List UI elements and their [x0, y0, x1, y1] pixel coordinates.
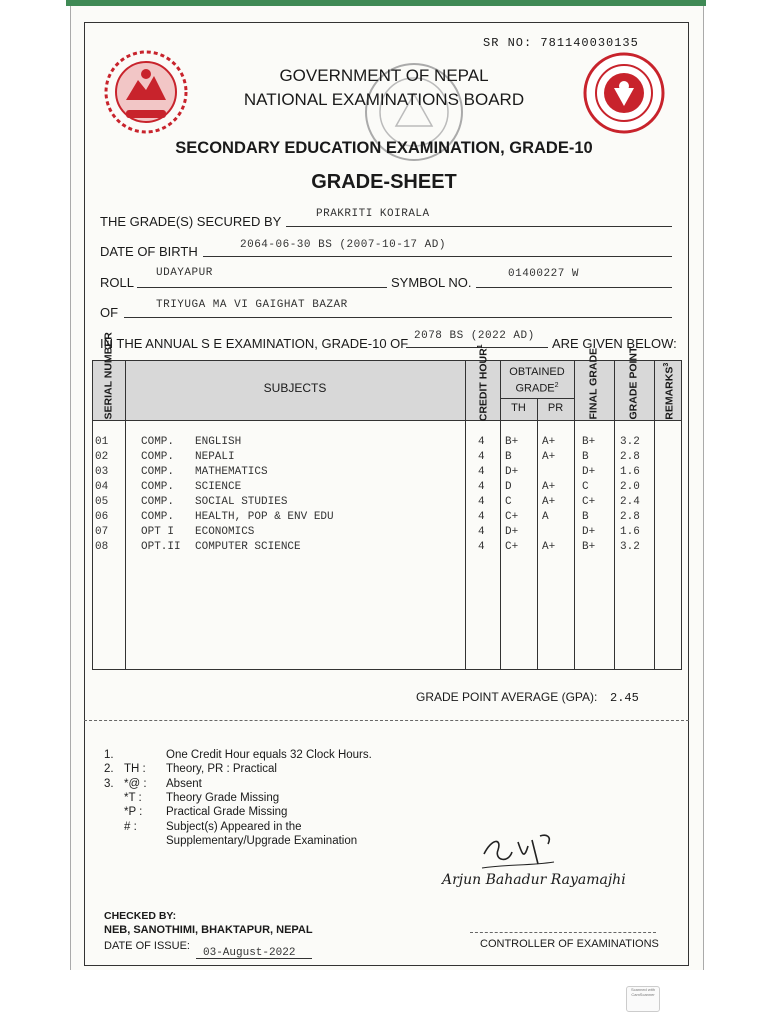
header-divider	[92, 420, 682, 421]
col-divider	[614, 360, 615, 670]
section-divider	[84, 720, 689, 721]
table-cell-th: C+	[505, 541, 519, 553]
table-cell-final: D+	[582, 526, 596, 538]
table-cell-subject: ECONOMICS	[195, 526, 255, 538]
table-cell-final: B	[582, 511, 589, 523]
table-cell-type: COMP.	[141, 466, 175, 478]
symbol-number: 01400227 W	[508, 268, 580, 280]
table-cell-sn: 08	[95, 541, 109, 553]
serial-header: SERIAL NUMBER	[102, 332, 115, 420]
table-cell-credit: 4	[478, 451, 485, 463]
name-underline	[286, 226, 672, 227]
table-cell-sn: 01	[95, 436, 109, 448]
table-cell-type: OPT I	[141, 526, 175, 538]
remarks-header	[661, 361, 676, 421]
signature-scribble	[478, 824, 558, 879]
table-cell-final: C+	[582, 496, 596, 508]
table-cell-th: D	[505, 481, 512, 493]
note-b: Theory, PR : Practical	[166, 763, 277, 776]
checked-by-label: CHECKED BY:	[104, 910, 177, 922]
table-cell-type: COMP.	[141, 451, 175, 463]
board-title: NATIONAL EXAMINATIONS BOARD	[243, 90, 525, 109]
col-divider	[574, 360, 575, 670]
pr-header: PR	[547, 402, 564, 414]
credit-footnote: 1	[476, 344, 484, 349]
obtained-footnote: 2	[554, 382, 559, 389]
serial-number-value: 781140030135	[540, 36, 639, 50]
table-cell-type: COMP.	[141, 496, 175, 508]
note-b: Absent	[166, 777, 202, 790]
note-a: # :	[124, 820, 137, 833]
of-label: OF	[100, 305, 119, 320]
col-divider	[654, 360, 655, 670]
school-name: TRIYUGA MA VI GAIGHAT BAZAR	[156, 299, 348, 311]
dob-underline	[203, 256, 672, 257]
table-cell-credit: 4	[478, 541, 485, 553]
issue-date-underline	[196, 958, 312, 959]
table-cell-pr: A	[542, 511, 549, 523]
note-a: *T :	[124, 791, 142, 804]
table-cell-sn: 06	[95, 511, 109, 523]
issue-date: 03-August-2022	[203, 947, 296, 959]
note-b: Practical Grade Missing	[166, 806, 288, 819]
table-cell-gp: 1.6	[620, 526, 640, 538]
signature-line	[470, 932, 656, 933]
serial-number-label: SR NO:	[483, 36, 533, 50]
table-cell-final: C	[582, 481, 589, 493]
symbol-label: SYMBOL NO.	[391, 275, 472, 290]
table-cell-final: B+	[582, 541, 596, 553]
table-cell-gp: 3.2	[620, 541, 640, 553]
note-a: *@ :	[124, 777, 147, 790]
th-header: TH	[511, 402, 526, 414]
table-cell-credit: 4	[478, 466, 485, 478]
exam-of-label: IN THE ANNUAL S E EXAMINATION, GRADE-10 OF	[100, 336, 409, 351]
table-cell-subject: COMPUTER SCIENCE	[195, 541, 301, 553]
obtained-header	[500, 366, 574, 396]
gpa-label: GRADE POINT AVERAGE (GPA):	[416, 690, 598, 704]
table-cell-type: COMP.	[141, 511, 175, 523]
roll-underline	[137, 287, 387, 288]
exam-year: 2078 BS (2022 AD)	[414, 330, 535, 342]
note-b: One Credit Hour equals 32 Clock Hours.	[166, 749, 372, 761]
table-cell-type: OPT.II	[141, 541, 181, 553]
serial-number	[483, 36, 639, 50]
neb-address: NEB, SANOTHIMI, BHAKTAPUR, NEPAL	[104, 924, 313, 936]
note-a: TH :	[124, 763, 146, 776]
table-cell-final: B	[582, 451, 589, 463]
note-a: *P :	[124, 806, 143, 819]
given-below-label: ARE GIVEN BELOW:	[552, 336, 677, 351]
col-divider	[465, 360, 466, 670]
table-cell-type: COMP.	[141, 481, 175, 493]
table-cell-gp: 2.0	[620, 481, 640, 493]
table-cell-subject: ENGLISH	[195, 436, 242, 448]
table-cell-th: C	[505, 496, 512, 508]
table-cell-type: COMP.	[141, 436, 175, 448]
table-cell-pr: A+	[542, 496, 556, 508]
date-of-birth: 2064-06-30 BS (2007-10-17 AD)	[240, 239, 446, 251]
table-cell-credit: 4	[478, 526, 485, 538]
table-cell-pr: A+	[542, 451, 556, 463]
table-cell-final: B+	[582, 436, 596, 448]
table-cell-subject: NEPALI	[195, 451, 235, 463]
obtained-divider	[500, 398, 574, 399]
credit-header-text: CREDIT HOUR	[477, 348, 490, 422]
roll-value: UDAYAPUR	[156, 267, 213, 279]
dob-label: DATE OF BIRTH	[100, 244, 198, 259]
table-cell-sn: 05	[95, 496, 109, 508]
note-k: 2.	[104, 763, 114, 776]
secured-by-label: THE GRADE(S) SECURED BY	[100, 214, 282, 229]
table-cell-gp: 2.8	[620, 511, 640, 523]
government-title: GOVERNMENT OF NEPAL	[279, 66, 489, 85]
table-cell-credit: 4	[478, 436, 485, 448]
table-cell-gp: 2.8	[620, 451, 640, 463]
table-cell-subject: HEALTH, POP & ENV EDU	[195, 511, 334, 523]
table-cell-credit: 4	[478, 481, 485, 493]
subjects-header: SUBJECTS	[263, 381, 327, 395]
table-cell-subject: MATHEMATICS	[195, 466, 268, 478]
exam-title: SECONDARY EDUCATION EXAMINATION, GRADE-10	[175, 139, 593, 157]
remarks-footnote: 3	[662, 362, 670, 367]
table-cell-subject: SCIENCE	[195, 481, 242, 493]
note-k: 1.	[104, 749, 114, 761]
final-grade-header: FINAL GRADE	[587, 347, 600, 420]
page-title: GRADE-SHEET	[311, 171, 457, 193]
table-cell-th: D+	[505, 526, 519, 538]
table-cell-gp: 2.4	[620, 496, 640, 508]
signature-name: Arjun Bahadur Rayamajhi	[442, 872, 626, 888]
issue-date-label: DATE OF ISSUE:	[104, 940, 190, 952]
table-cell-sn: 07	[95, 526, 109, 538]
remarks-header-text: REMARKS	[663, 366, 676, 420]
note-b: Supplementary/Upgrade Examination	[166, 834, 358, 847]
table-cell-gp: 3.2	[620, 436, 640, 448]
table-cell-credit: 4	[478, 496, 485, 508]
table-cell-sn: 04	[95, 481, 109, 493]
table-cell-pr: A+	[542, 436, 556, 448]
table-cell-th: D+	[505, 466, 519, 478]
camscanner-badge: Scanned with CamScanner	[626, 986, 660, 1012]
note-b: Subject(s) Appeared in the	[166, 820, 302, 833]
school-underline	[124, 317, 672, 318]
grade-point-header: GRADE POINT	[627, 346, 640, 420]
table-cell-th: B+	[505, 436, 519, 448]
note-k: 3.	[104, 777, 114, 790]
roll-label: ROLL	[100, 275, 134, 290]
table-cell-pr: A+	[542, 541, 556, 553]
table-cell-pr: A+	[542, 481, 556, 493]
student-name: PRAKRITI KOIRALA	[316, 208, 430, 220]
controller-title: CONTROLLER OF EXAMINATIONS	[480, 938, 659, 950]
gpa-value: 2.45	[610, 691, 639, 705]
table-cell-sn: 02	[95, 451, 109, 463]
symbol-underline	[476, 287, 672, 288]
obtained-header-text: OBTAINED GRADE	[509, 366, 565, 395]
col-divider	[125, 360, 126, 670]
col-divider	[537, 398, 538, 670]
table-cell-sn: 03	[95, 466, 109, 478]
table-cell-final: D+	[582, 466, 596, 478]
table-cell-th: B	[505, 451, 512, 463]
table-cell-credit: 4	[478, 511, 485, 523]
table-cell-th: C+	[505, 511, 519, 523]
credit-header	[475, 344, 490, 422]
table-cell-gp: 1.6	[620, 466, 640, 478]
table-cell-subject: SOCIAL STUDIES	[195, 496, 288, 508]
note-b: Theory Grade Missing	[166, 791, 280, 804]
